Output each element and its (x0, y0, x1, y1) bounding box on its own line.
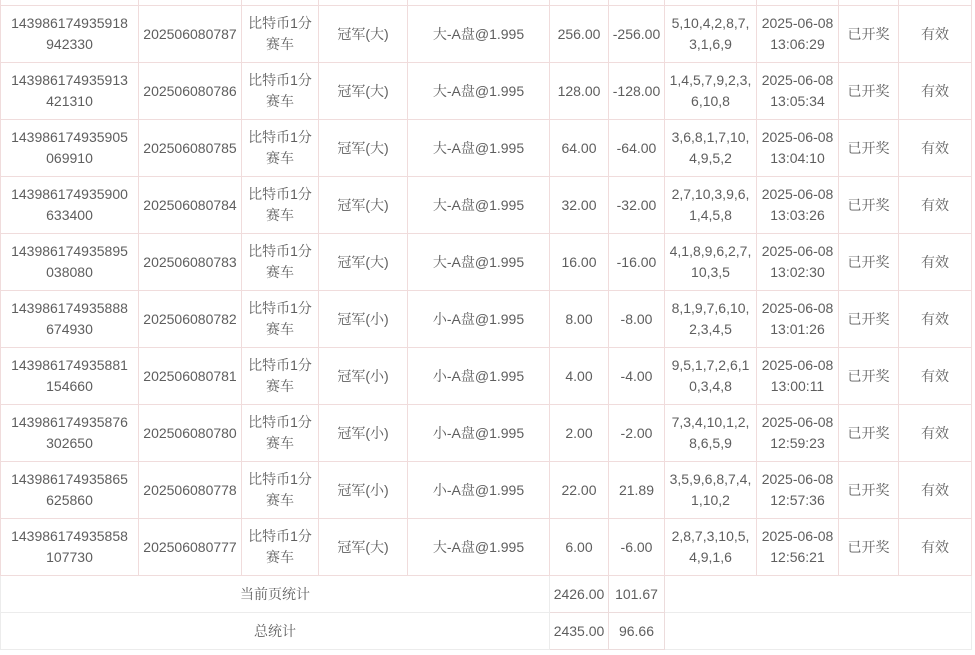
cell-amount: 32.00 (550, 177, 609, 234)
cell-validity: 有效 (899, 348, 972, 405)
cell-draw-result: 5,10,4,2,8,7,3,1,6,9 (665, 6, 757, 63)
cell-validity: 有效 (899, 291, 972, 348)
cell-period: 202506080778 (139, 462, 242, 519)
cell-order-id: 143986174935888674930 (1, 291, 139, 348)
cell-profit: -32.00 (609, 177, 665, 234)
cell-profit: -64.00 (609, 120, 665, 177)
cell-bet-time: 2025-06-08 12:59:23 (757, 405, 839, 462)
cell-status: 已开奖 (839, 291, 899, 348)
cell-play-type: 冠军(小) (319, 348, 408, 405)
cell-game-name: 比特币1分赛车 (242, 234, 319, 291)
cell-profit: -8.00 (609, 291, 665, 348)
cell-play-type: 冠军(小) (319, 405, 408, 462)
summary-empty (665, 613, 972, 650)
cell-draw-result: 8,1,9,7,6,10,2,3,4,5 (665, 291, 757, 348)
cell-order-id: 143986174935900633400 (1, 177, 139, 234)
cell-validity: 有效 (899, 6, 972, 63)
cell-game-name: 比特币1分赛车 (242, 6, 319, 63)
cell-bet-content: 小-A盘@1.995 (408, 291, 550, 348)
cell-status: 已开奖 (839, 177, 899, 234)
cell-game-name: 比特币1分赛车 (242, 120, 319, 177)
cell-period: 202506080785 (139, 120, 242, 177)
cell-validity: 有效 (899, 177, 972, 234)
cell-bet-time: 2025-06-08 13:05:34 (757, 63, 839, 120)
cell-draw-result: 2,8,7,3,10,5,4,9,1,6 (665, 519, 757, 576)
cell-amount: 8.00 (550, 291, 609, 348)
cell-draw-result: 4,1,8,9,6,2,7,10,3,5 (665, 234, 757, 291)
cell-play-type: 冠军(大) (319, 120, 408, 177)
summary-empty (665, 576, 972, 613)
cell-validity: 有效 (899, 234, 972, 291)
cell-status: 已开奖 (839, 120, 899, 177)
cell-game-name: 比特币1分赛车 (242, 519, 319, 576)
cell-period: 202506080787 (139, 6, 242, 63)
cell-bet-time: 2025-06-08 13:01:26 (757, 291, 839, 348)
cell-status: 已开奖 (839, 462, 899, 519)
cell-amount: 4.00 (550, 348, 609, 405)
cell-profit: -2.00 (609, 405, 665, 462)
cell-bet-time: 2025-06-08 12:56:21 (757, 519, 839, 576)
cell-game-name: 比特币1分赛车 (242, 177, 319, 234)
cell-draw-result: 2,7,10,3,9,6,1,4,5,8 (665, 177, 757, 234)
cell-bet-content: 大-A盘@1.995 (408, 519, 550, 576)
cell-order-id: 143986174935865625860 (1, 462, 139, 519)
cell-validity: 有效 (899, 405, 972, 462)
cell-amount: 6.00 (550, 519, 609, 576)
table-row (1, 348, 972, 405)
cell-bet-time: 2025-06-08 13:02:30 (757, 234, 839, 291)
cell-bet-time: 2025-06-08 12:57:36 (757, 462, 839, 519)
cell-status: 已开奖 (839, 348, 899, 405)
table-row (1, 291, 972, 348)
cell-period: 202506080782 (139, 291, 242, 348)
cell-bet-content: 小-A盘@1.995 (408, 348, 550, 405)
cell-status: 已开奖 (839, 6, 899, 63)
cell-bet-content: 小-A盘@1.995 (408, 462, 550, 519)
cell-period: 202506080784 (139, 177, 242, 234)
cell-profit: -6.00 (609, 519, 665, 576)
cell-play-type: 冠军(大) (319, 234, 408, 291)
summary-row-current-page (1, 576, 972, 613)
cell-amount: 256.00 (550, 6, 609, 63)
cell-period: 202506080783 (139, 234, 242, 291)
cell-game-name: 比特币1分赛车 (242, 291, 319, 348)
cell-amount: 22.00 (550, 462, 609, 519)
cell-bet-content: 大-A盘@1.995 (408, 6, 550, 63)
cell-status: 已开奖 (839, 405, 899, 462)
cell-draw-result: 9,5,1,7,2,6,10,3,4,8 (665, 348, 757, 405)
cell-validity: 有效 (899, 63, 972, 120)
cell-bet-time: 2025-06-08 13:04:10 (757, 120, 839, 177)
table-row (1, 63, 972, 120)
cell-profit: -16.00 (609, 234, 665, 291)
table-row (1, 519, 972, 576)
cell-status: 已开奖 (839, 63, 899, 120)
cell-bet-content: 大-A盘@1.995 (408, 120, 550, 177)
cell-order-id: 143986174935913421310 (1, 63, 139, 120)
cell-period: 202506080781 (139, 348, 242, 405)
cell-validity: 有效 (899, 519, 972, 576)
cell-bet-content: 大-A盘@1.995 (408, 177, 550, 234)
table-row (1, 120, 972, 177)
cell-amount: 16.00 (550, 234, 609, 291)
cell-order-id: 143986174935858107730 (1, 519, 139, 576)
cell-validity: 有效 (899, 462, 972, 519)
summary-label: 当前页统计 (1, 576, 550, 613)
cell-play-type: 冠军(大) (319, 519, 408, 576)
cell-play-type: 冠军(小) (319, 462, 408, 519)
cell-order-id: 143986174935895038080 (1, 234, 139, 291)
table-row (1, 405, 972, 462)
cell-order-id: 143986174935876302650 (1, 405, 139, 462)
summary-profit: 96.66 (609, 613, 665, 650)
cell-game-name: 比特币1分赛车 (242, 462, 319, 519)
cell-order-id: 143986174935881154660 (1, 348, 139, 405)
cell-period: 202506080786 (139, 63, 242, 120)
cell-period: 202506080780 (139, 405, 242, 462)
summary-profit: 101.67 (609, 576, 665, 613)
summary-label: 总统计 (1, 613, 550, 650)
table-row (1, 234, 972, 291)
cell-bet-content: 大-A盘@1.995 (408, 63, 550, 120)
cell-draw-result: 3,6,8,1,7,10,4,9,5,2 (665, 120, 757, 177)
cell-game-name: 比特币1分赛车 (242, 63, 319, 120)
cell-bet-time: 2025-06-08 13:03:26 (757, 177, 839, 234)
cell-game-name: 比特币1分赛车 (242, 348, 319, 405)
summary-row-total (1, 613, 972, 650)
cell-order-id: 143986174935918942330 (1, 6, 139, 63)
cell-period: 202506080777 (139, 519, 242, 576)
cell-profit: -128.00 (609, 63, 665, 120)
cell-draw-result: 1,4,5,7,9,2,3,6,10,8 (665, 63, 757, 120)
cell-play-type: 冠军(大) (319, 177, 408, 234)
cell-profit: -4.00 (609, 348, 665, 405)
cell-play-type: 冠军(大) (319, 63, 408, 120)
table-row (1, 462, 972, 519)
cell-bet-time: 2025-06-08 13:06:29 (757, 6, 839, 63)
cell-profit: -256.00 (609, 6, 665, 63)
cell-draw-result: 3,5,9,6,8,7,4,1,10,2 (665, 462, 757, 519)
cell-play-type: 冠军(小) (319, 291, 408, 348)
cell-bet-content: 大-A盘@1.995 (408, 234, 550, 291)
cell-profit: 21.89 (609, 462, 665, 519)
cell-game-name: 比特币1分赛车 (242, 405, 319, 462)
cell-amount: 128.00 (550, 63, 609, 120)
cell-order-id: 143986174935905069910 (1, 120, 139, 177)
summary-amount: 2435.00 (550, 613, 609, 650)
cell-amount: 2.00 (550, 405, 609, 462)
cell-status: 已开奖 (839, 519, 899, 576)
table-row (1, 177, 972, 234)
table-row (1, 6, 972, 63)
cell-bet-time: 2025-06-08 13:00:11 (757, 348, 839, 405)
cell-draw-result: 7,3,4,10,1,2,8,6,5,9 (665, 405, 757, 462)
summary-amount: 2426.00 (550, 576, 609, 613)
cell-play-type: 冠军(大) (319, 6, 408, 63)
cell-status: 已开奖 (839, 234, 899, 291)
cell-bet-content: 小-A盘@1.995 (408, 405, 550, 462)
cell-validity: 有效 (899, 120, 972, 177)
cell-amount: 64.00 (550, 120, 609, 177)
